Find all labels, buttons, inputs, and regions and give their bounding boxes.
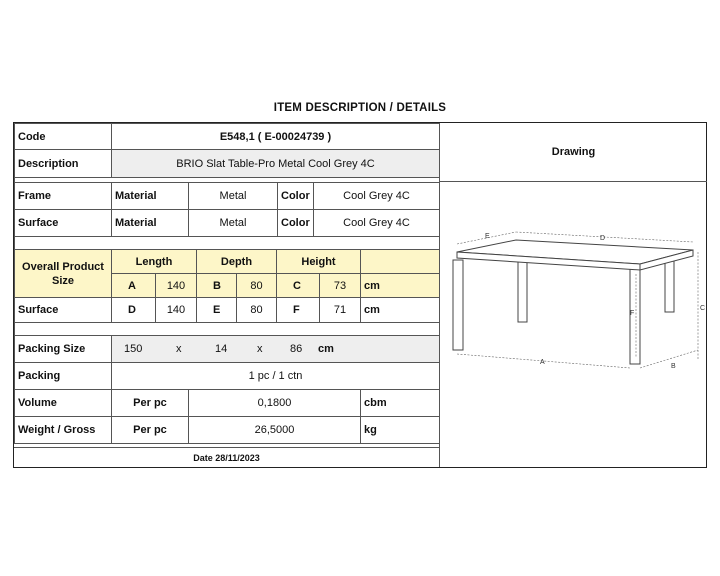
dim-f-value: 71 — [319, 297, 361, 323]
back-right-leg — [665, 257, 674, 312]
frame-color-value: Cool Grey 4C — [313, 182, 440, 210]
page-title: ITEM DESCRIPTION / DETAILS — [273, 102, 447, 114]
code-label: Code — [14, 123, 112, 150]
weight-value: 26,5000 — [188, 416, 361, 444]
volume-label: Volume — [14, 389, 112, 417]
depth-header: Depth — [196, 249, 277, 274]
surface-color-label: Color — [277, 209, 314, 237]
dim-a-label: A — [111, 273, 156, 298]
dim-e-value: 80 — [236, 297, 277, 323]
dim-d-value: 140 — [155, 297, 197, 323]
dim-b-value: 80 — [236, 273, 277, 298]
packing-length: 150 — [124, 343, 143, 355]
weight-label: Weight / Gross — [14, 416, 112, 444]
packing-x2: x — [257, 343, 263, 355]
packing-height: 86 — [290, 343, 303, 355]
unit-header — [360, 249, 440, 274]
volume-unit: cbm — [360, 389, 440, 417]
front-left-leg — [453, 260, 463, 350]
surface-material-label: Material — [111, 209, 189, 237]
packing-unit: cm — [318, 343, 334, 355]
packing-label: Packing — [14, 362, 112, 390]
drawing-panel — [439, 123, 707, 467]
dim-c-label: C — [276, 273, 320, 298]
surface-color-value: Cool Grey 4C — [313, 209, 440, 237]
surface-unit: cm — [360, 297, 440, 323]
spacer-row — [14, 322, 440, 336]
weight-per: Per pc — [111, 416, 189, 444]
dim-line-b — [640, 350, 698, 368]
volume-per: Per pc — [111, 389, 189, 417]
spacer-row — [14, 236, 440, 250]
code-value: E548,1 ( E-00024739 ) — [111, 123, 440, 150]
frame-color-label: Color — [277, 182, 314, 210]
spec-sheet — [13, 122, 707, 468]
packing-width: 14 — [215, 343, 228, 355]
dim-f-label: F — [276, 297, 320, 323]
label-e: E — [485, 233, 490, 240]
back-left-leg — [518, 262, 527, 322]
height-header: Height — [276, 249, 361, 274]
label-f: F — [630, 310, 635, 317]
packing-size-cell — [111, 335, 440, 363]
packing-x1: x — [176, 343, 182, 355]
surface-material-value: Metal — [188, 209, 278, 237]
packing-size-label: Packing Size — [14, 335, 112, 363]
frame-label: Frame — [14, 182, 112, 210]
dim-e-label: E — [196, 297, 237, 323]
overall-unit: cm — [360, 273, 440, 298]
weight-unit: kg — [360, 416, 440, 444]
frame-material-value: Metal — [188, 182, 278, 210]
dim-d-label: D — [111, 297, 156, 323]
frame-material-label: Material — [111, 182, 189, 210]
drawing-header: Drawing — [440, 123, 707, 182]
label-b: B — [671, 363, 676, 370]
overall-size-label: Overall Product Size — [14, 249, 112, 298]
label-d: D — [600, 235, 606, 242]
surface-size-label: Surface — [14, 297, 112, 323]
length-header: Length — [111, 249, 197, 274]
date-footer: Date 28/11/2023 — [14, 447, 439, 468]
table-drawing — [440, 182, 707, 468]
volume-value: 0,1800 — [188, 389, 361, 417]
dim-b-label: B — [196, 273, 237, 298]
label-c: C — [700, 305, 706, 312]
description-value: BRIO Slat Table-Pro Metal Cool Grey 4C — [111, 149, 440, 178]
dim-a-value: 140 — [155, 273, 197, 298]
label-a: A — [540, 359, 545, 366]
packing-value: 1 pc / 1 ctn — [111, 362, 440, 390]
surface-label: Surface — [14, 209, 112, 237]
description-label: Description — [14, 149, 112, 178]
dim-c-value: 73 — [319, 273, 361, 298]
